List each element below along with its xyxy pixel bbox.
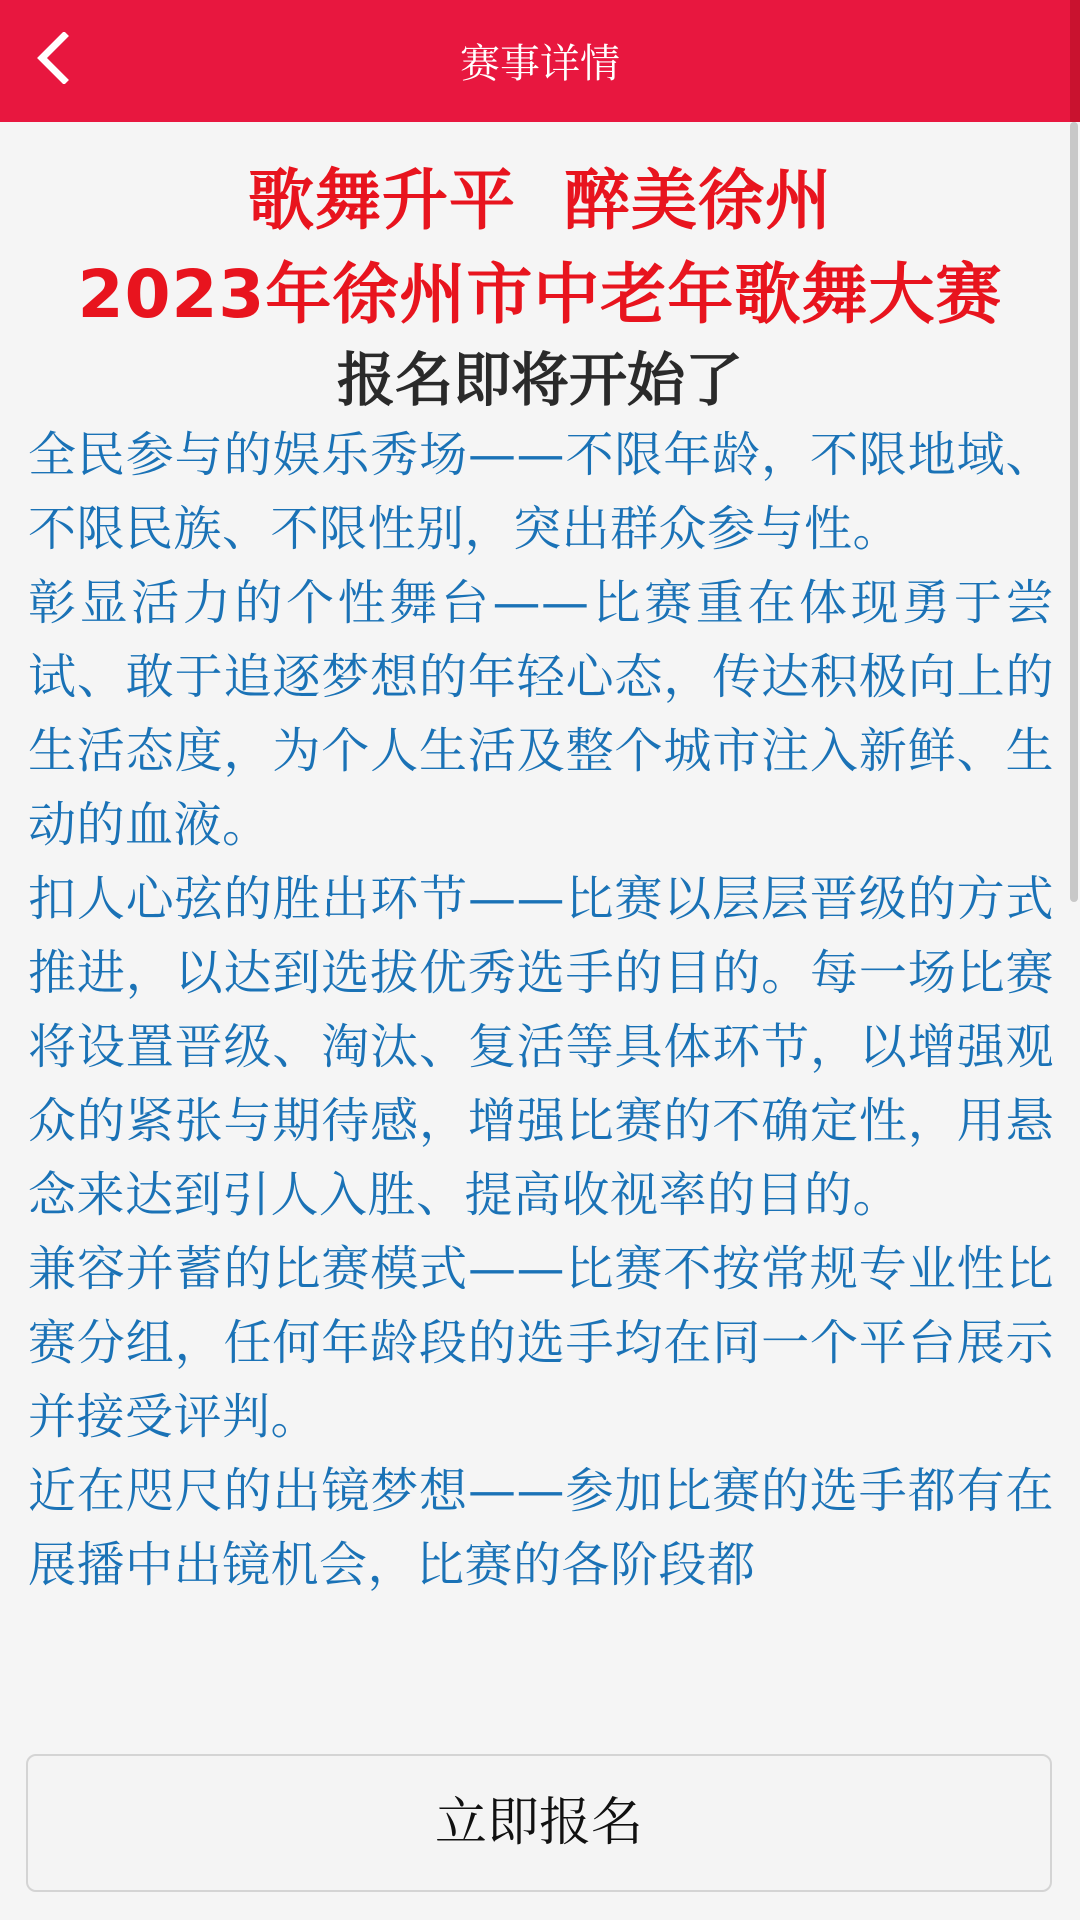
headline-line-2: 2023年徐州市中老年歌舞大赛 [77, 256, 1003, 333]
nav-edge [1070, 0, 1080, 122]
article-body [0, 418, 1080, 1602]
top-nav-bar [0, 0, 1080, 122]
scrollbar-thumb[interactable] [1070, 122, 1078, 902]
paragraph-1: 全民参与的娱乐秀场——不限年龄，不限地域、不限民族、不限性别，突出群众参与性。 [28, 427, 1054, 557]
paragraph-4: 兼容并蓄的比赛模式——比赛不按常规专业性比赛分组，任何年龄段的选手均在同一个平台展示并接受评判。 [28, 1241, 1054, 1445]
paragraph-5: 近在咫尺的出镜梦想——参加比赛的选手都有在展播中出镜机会，比赛的各阶段都 [28, 1463, 1054, 1593]
signup-button[interactable]: 立即报名 [26, 1754, 1052, 1892]
page-title: 赛事详情 [460, 41, 620, 87]
paragraph-2: 彰显活力的个性舞台——比赛重在体现勇于尝试、敢于追逐梦想的年轻心态，传达积极向上的生活态度，为个人生活及整个城市注入新鲜、生动的血液。 [28, 575, 1054, 853]
subheadline: 报名即将开始了 [336, 346, 743, 414]
paragraph-3: 扣人心弦的胜出环节——比赛以层层晋级的方式推进，以达到选拔优秀选手的目的。每一场比赛将设置晋级、淘汰、复活等具体环节，以增强观众的紧张与期待感，增强比赛的不确定性，用悬念来达到引人入胜、提高收视率的目的。 [28, 871, 1054, 1223]
headline-line-1: 歌舞升平 醉美徐州 [248, 162, 832, 239]
article-content[interactable] [0, 122, 1080, 1754]
bottom-action-bar [0, 1754, 1080, 1920]
